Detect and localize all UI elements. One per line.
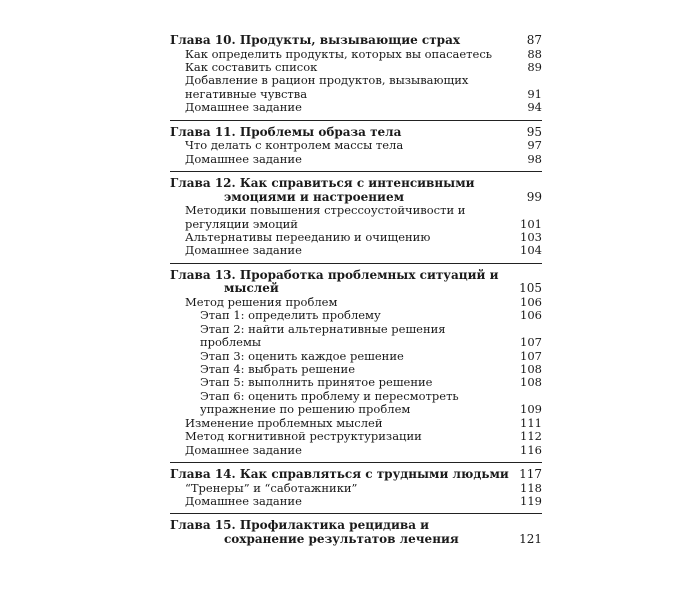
toc-entry[interactable]: [170, 430, 542, 443]
toc-entry-page-number: 97: [527, 138, 542, 153]
toc-entry-page-number: 116: [520, 442, 542, 457]
chapter-title: Глава 11. Проблемы образа тела: [170, 124, 402, 139]
toc-entry-title: Методики повышения стрессоустойчивости и регуляции эмоций: [185, 203, 466, 231]
toc-entry-title: Этап 5: выполнить принятое решение: [200, 375, 433, 390]
toc-entry[interactable]: [170, 323, 542, 350]
toc-entry-title: Этап 4: выбрать решение: [200, 362, 356, 377]
toc-entry-page-number: 119: [520, 493, 542, 508]
toc-entry[interactable]: [170, 390, 542, 417]
toc-entry-title: Добавление в рацион продуктов, вызывающих негативные чувства: [185, 73, 469, 101]
toc-entry-title: Метод решения проблем: [185, 295, 338, 310]
chapter-section: [170, 34, 542, 120]
toc-entry[interactable]: [170, 231, 542, 244]
toc-entry-title: Метод когнитивной реструктуризации: [185, 429, 422, 444]
toc-entry-page-number: 107: [520, 335, 542, 350]
toc-entry-title: Домашнее задание: [185, 100, 302, 115]
toc-entry-page-number: 91: [527, 86, 542, 101]
toc-entry[interactable]: [170, 417, 542, 430]
toc-entry-page-number: 101: [520, 216, 542, 231]
toc-entry[interactable]: [170, 363, 542, 376]
chapter-title: Глава 15. Профилактика рецидива и сохранение результатов лечения: [170, 518, 459, 546]
chapter-heading[interactable]: [170, 177, 542, 204]
toc-entry-title: Домашнее задание: [185, 493, 302, 508]
toc-entry-page-number: 107: [520, 348, 542, 363]
toc-entry[interactable]: [170, 376, 542, 389]
toc-entry[interactable]: [170, 244, 542, 257]
chapter-page-number: 95: [526, 124, 542, 139]
toc-entry-page-number: 108: [520, 362, 542, 377]
chapter-page-number: 117: [519, 466, 542, 481]
chapter-title: Глава 14. Как справляться с трудными людьми: [170, 466, 509, 481]
toc-entry-title: Этап 6: оценить проблему и пересмотреть упражнение по решению проблем: [200, 388, 459, 417]
toc-entry-page-number: 109: [520, 402, 542, 417]
toc-entry-page-number: 89: [527, 60, 542, 74]
toc-entry-title: Как определить продукты, которых вы опасаетесь: [185, 46, 493, 61]
toc-entry-page-number: 104: [520, 243, 542, 258]
toc-entry[interactable]: [170, 204, 542, 231]
toc-entry-page-number: 118: [520, 480, 542, 495]
chapter-page-number: 105: [519, 281, 542, 296]
toc-entry-title: Изменение проблемных мыслей: [185, 415, 383, 430]
toc-entry-page-number: 112: [520, 429, 542, 444]
chapter-section: [170, 263, 542, 462]
chapter-page-number: 99: [526, 189, 542, 204]
chapter-title: Глава 10. Продукты, вызывающие страх: [170, 33, 460, 47]
toc-entry[interactable]: [170, 153, 542, 166]
chapter-title: Глава 13. Проработка проблемных ситуаций и мыслей: [170, 267, 499, 296]
toc-entry-title: Домашнее задание: [185, 151, 302, 166]
chapter-section: [170, 171, 542, 263]
toc-entry-title: Этап 3: оценить каждое решение: [200, 348, 404, 363]
toc-entry-title: Что делать с контролем массы тела: [185, 138, 404, 153]
toc-entry[interactable]: [170, 139, 542, 152]
toc-entry-page-number: 106: [520, 308, 542, 323]
chapter-heading[interactable]: [170, 126, 542, 140]
toc-entry[interactable]: [170, 350, 542, 363]
toc-entry[interactable]: [170, 61, 542, 74]
toc-entry-page-number: 88: [527, 46, 542, 61]
toc-entry-page-number: 106: [520, 295, 542, 310]
chapter-page-number: 87: [526, 33, 542, 47]
chapter-heading[interactable]: [170, 34, 542, 48]
toc-entry[interactable]: [170, 444, 542, 457]
toc-entry-title: “Тренеры” и “саботажники”: [185, 480, 358, 495]
chapter-heading[interactable]: [170, 519, 542, 546]
toc-entry[interactable]: [170, 495, 542, 508]
toc-entry[interactable]: [170, 309, 542, 322]
toc-entry-title: Домашнее задание: [185, 442, 302, 457]
toc-entry-page-number: 98: [527, 151, 542, 166]
toc-entry-title: Этап 2: найти альтернативные решения проблемы: [200, 321, 446, 350]
toc-entry[interactable]: [170, 101, 542, 114]
toc-entry-title: Альтернативы перееданию и очищению: [185, 230, 431, 245]
chapter-page-number: 121: [519, 531, 542, 546]
chapter-section: [170, 462, 542, 513]
toc-entry-title: Этап 1: определить проблему: [200, 308, 381, 323]
toc-entry-page-number: 94: [527, 100, 542, 115]
chapter-section: [170, 120, 542, 171]
toc-entry-page-number: 108: [520, 375, 542, 390]
chapter-heading[interactable]: [170, 269, 542, 296]
chapter-heading[interactable]: [170, 468, 542, 482]
toc-entry[interactable]: [170, 48, 542, 61]
chapter-section: [170, 513, 542, 551]
toc-entry-title: Домашнее задание: [185, 243, 302, 258]
toc-entry[interactable]: [170, 296, 542, 309]
toc-entry[interactable]: [170, 482, 542, 495]
toc-entry-page-number: 111: [520, 415, 542, 430]
toc-entry-page-number: 103: [520, 230, 542, 245]
toc-entry-title: Как составить список: [185, 60, 318, 74]
toc-entry[interactable]: [170, 74, 542, 101]
chapter-title: Глава 12. Как справиться с интенсивными эмоциями и настроением: [170, 176, 475, 204]
table-of-contents: [170, 34, 542, 552]
